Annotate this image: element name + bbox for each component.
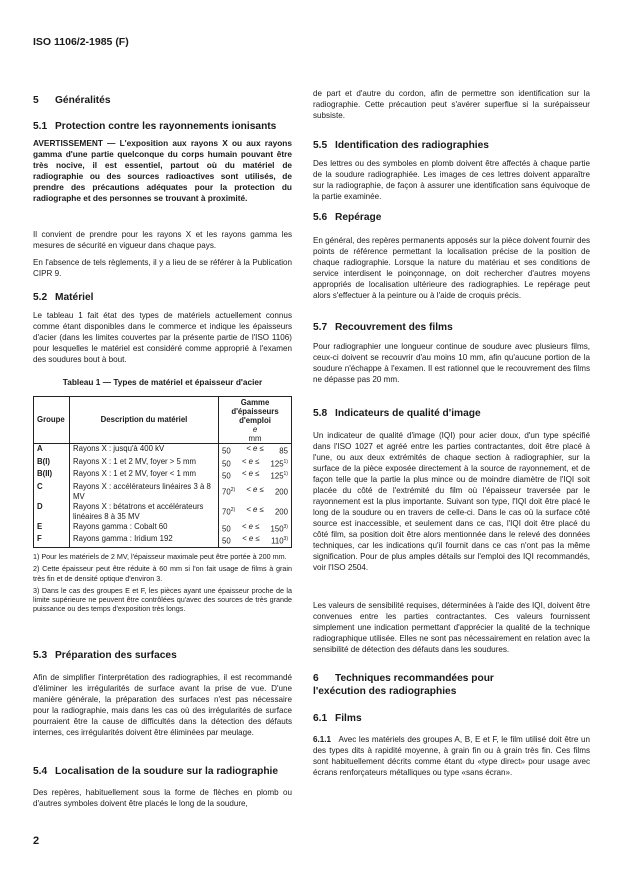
header-range-line: d'emploi [239,415,271,425]
range-relation: < e ≤ [241,469,260,479]
range-relation: < e ≤ [242,534,260,544]
section-5-7-heading [313,321,590,334]
section-title: Protection contre les rayonnements ionisants [55,121,277,132]
paragraph: Des repères, habituellement sous la forme de flèches en plomb ou d'autres symboles doivent être placés le long de la soudure, [33,788,292,808]
cell-group: B(I) [34,457,70,470]
cell-description: Rayons gamma : Iridium 192 [70,534,219,547]
table-row [34,522,292,535]
section-number: 5.6 [313,212,328,223]
table-header-row [34,397,292,444]
header-group: Groupe [34,397,70,444]
cell-group: C [34,482,70,502]
paragraph: Les valeurs de sensibilité requises, déterminées à l'aide des IQI, doivent être convenues entre les parties contractantes. Ces valeurs fournissent simplement une indication permettant d'apprécier la qualité de la technique radiographique utilisée. Elles ne sont pas nécessairement en relation avec la sensibilité de détection des défauts dans les soudures. [313,601,590,654]
cell-description: Rayons X : 1 et 2 MV, foyer < 1 mm [70,469,219,482]
range-relation: < e ≤ [241,456,260,466]
section-title-line-2: l'exécution des radiographies [313,686,457,697]
table-footnote: 1) Pour les matériels de 2 MV, l'épaisseur maximale peut être portée à 200 mm. [33,551,287,561]
cell-group: F [34,534,70,547]
table-row [34,444,292,457]
range-relation: < e ≤ [246,505,264,515]
section-title: Recouvrement des films [335,322,453,333]
range-max: 150$^{3)}$ [270,523,288,534]
cell-range [219,482,292,502]
table-row [34,482,292,502]
cell-range [219,469,292,482]
section-5-2-heading [33,291,292,304]
range-relation: < e ≤ [241,521,260,531]
paragraph: Des lettres ou des symboles en plomb doivent être affectés à chaque partie de la soudure radiographiée. Les images de ces lettres doivent apparaître sur la radiographie, de façon à assurer une identification sans équivoque de la partie examinée. [313,159,590,201]
cell-range [219,522,292,535]
table-footnote: 3) Dans le cas des groupes E et F, les pièces ayant une épaisseur proche de la limite supérieure ne peuvent être contrôlées qu'avec des sources de très grande puissance ou des temps d'exposition très longs. [33,585,292,614]
range-min: 50 [222,471,231,481]
cell-group: A [34,444,70,457]
paragraph: En l'absence de tels règlements, il y a lieu de se référer à la Publication CIPR 9. [33,258,292,278]
range-min: 70$^{2)}$ [222,487,236,498]
range-min: 50 [222,459,231,469]
section-5-4-heading [33,765,292,778]
cell-range [219,534,292,547]
paragraph: Le tableau 1 fait état des types de matériels actuellement connus comme étant disponibles dans le commerce et indique les épaisseurs d'acier (dans les limites couvertes par la présente partie de l'ISO 1106) pour lesquelles le matériel est considéré comme approprié à l'examen des soudures bout à bout. [33,311,292,364]
paragraph: En général, des repères permanents apposés sur la pièce doivent fournir des points de référence permettant la localisation précise de la position de chaque radiographie. Lorsque la nature du matériau et ses conditions de service interdisent le poinçonnage, on doit rechercher d'autres moyens appropriés de localisation ultérieure des radiographies. Le repérage peut alors s'effectuer à la peinture ou à l'aide de croquis précis. [313,236,590,300]
section-number: 5.3 [33,650,48,661]
paragraph: Un indicateur de qualité d'image (IQI) pour acier doux, d'un type spécifié dans l'ISO 1027 et agréé entre les parties contractantes, doit être placé à l'une, ou aux deux extrémités de chaque section à radiographier, sur la surface de la pièce exposée directement à la source de rayonnement, et de façon telle que la partie la plus mince ou de moindre diamètre de l'IQI soit placée du côté de l'extrémité du film où l'épaisseur traversée par le rayonnement est la plus importante. Suivant son type, l'IQI doit être placé le long de la soudure ou en travers de celle-ci. Dans le cas où la surface côté source est inaccessible, et seulement dans ce cas, l'IQI doit être placé du côté film, sa position doit être alors mentionnée dans le relevé des données techniques, car les indications qu'il fournit dans ce cas n'ont pas la même signification. Pour de plus amples détails sur l'emploi des IQI recommandés, voir l'ISO 2504. [313,431,590,572]
table-footnotes [33,552,292,614]
section-5-5-heading [313,139,590,152]
header-range-line: Gamme [240,397,270,407]
table-row [34,502,292,522]
cell-group: D [34,502,70,522]
section-6-1-heading [313,712,590,725]
section-number: 5.7 [313,322,328,333]
section-5-8-heading [313,407,590,420]
section-number: 6 [313,673,319,684]
header-description: Description du matériel [70,397,219,444]
range-min: 50 [222,446,231,456]
section-number: 5.1 [33,121,48,132]
range-max: 85 [279,446,288,456]
section-number: 5.5 [313,140,328,151]
table-caption: Tableau 1 — Types de matériel et épaisseur d'acier [62,377,263,387]
table-footnote: 2) Cette épaisseur peut être réduite à 60 mm si l'on fait usage de films à grain très fin et de densité optique d'environ 3. [33,564,292,583]
section-title: Techniques recommandées pour [335,673,494,684]
cell-description: Rayons X : accélérateurs linéaires 3 à 8 MV [70,482,219,502]
cell-range [219,502,292,522]
cell-range [219,457,292,470]
cell-description: Rayons X : 1 et 2 MV, foyer > 5 mm [70,457,219,470]
header-range-line: d'épaisseurs [231,406,279,416]
document-id: ISO 1106/2-1985 (F) [33,36,129,48]
header-range-unit: mm [248,433,262,443]
section-5-heading [33,94,292,107]
cell-description: Rayons gamma : Cobalt 60 [70,522,219,535]
section-title: Identification des radiographies [335,140,489,151]
warning-paragraph: AVERTISSEMENT — L'exposition aux rayons X ou aux rayons gamma d'une partie quelconque du corps humain pouvant être très nocive, il est essentiel, partout où du matériel de radiographie ou des sources radioactives sont utilisés, de prendre des précautions adéquates pour la protection du radiographe et des personnes se trouvant à proximité. [33,138,292,203]
range-max: 200 [274,488,288,498]
section-5-6-heading [313,211,590,224]
range-min: 50 [222,536,231,546]
section-title: Localisation de la soudure sur la radiographie [55,766,279,777]
section-title: Films [335,713,362,724]
table-row [34,457,292,470]
cell-description: Rayons X : jusqu'à 400 kV [70,444,219,457]
paragraph: de part et d'autre du cordon, afin de permettre son identification sur la radiographie. Cette précaution peut s'avérer superflue si la surépaisseur subsiste. [313,89,590,120]
section-number: 5.8 [313,408,328,419]
section-title: Matériel [55,292,94,303]
section-5-1-heading [33,120,292,133]
header-range-symbol: e [252,424,258,434]
paragraph: Pour radiographier une longueur continue de soudure avec plusieurs films, ceux-ci doivent se recouvrir d'au moins 10 mm, afin qu'aucune portion de la soudure n'échappe à l'examen. Il est rationnel que le recouvrement des films ne dépasse pas 20 mm. [313,342,590,384]
range-min: 50 [222,524,231,534]
materials-table [33,396,292,617]
cell-range [219,444,292,457]
paragraph [313,734,590,778]
paragraph: Afin de simplifier l'interprétation des radiographies, il est recommandé d'éliminer les irrégularités de surface avant la prise de vue. D'une manière générale, la préparation des surfaces n'est pas nécessaire pour la radiographie, mais dans les cas où des irrégularités de surface pourraient être la cause de difficultés dans la détection des défauts internes, ces irrégularités doivent être éliminées par meulage. [33,673,292,737]
cell-group: B(II) [34,469,70,482]
paragraph: Il convient de prendre pour les rayons X et les rayons gamma les mesures de sécurité en vigueur dans chaque pays. [33,230,292,250]
clause-text: Avec les matériels des groupes A, B, E et F, le film utilisé doit être un des types dits à rapidité moyenne, à grain fin ou à grain très fin. Ces films sont habituellement décrits comme étant du «type direct» pour usage avec écrans renforçateurs métalliques ou type «sans écran». [313,735,590,777]
range-max: 125$^{1)}$ [270,458,288,469]
range-relation: < e ≤ [246,444,264,453]
section-title: Indicateurs de qualité d'image [335,408,481,419]
page-number: 2 [33,835,40,847]
range-max: 125$^{1)}$ [270,471,288,481]
table-row [34,534,292,547]
range-max: 110$^{3)}$ [271,536,288,546]
cell-group: E [34,522,70,535]
section-number: 5 [33,95,39,106]
section-number: 5.4 [33,766,48,777]
table-row [34,469,292,482]
header-range [219,397,292,444]
section-title: Préparation des surfaces [55,650,177,661]
range-max: 200 [274,508,288,518]
section-number: 6.1 [313,713,328,724]
section-5-3-heading [33,649,292,662]
section-6-heading [313,672,590,698]
section-title: Généralités [55,95,111,106]
section-number: 5.2 [33,292,48,303]
section-title: Repérage [335,212,382,223]
range-min: 70$^{2)}$ [222,507,236,518]
range-relation: < e ≤ [246,485,264,495]
cell-description: Rayons X : bétatrons et accélérateurs linéaires 8 à 35 MV [70,502,219,522]
clause-number: 6.1.1 [313,735,332,744]
